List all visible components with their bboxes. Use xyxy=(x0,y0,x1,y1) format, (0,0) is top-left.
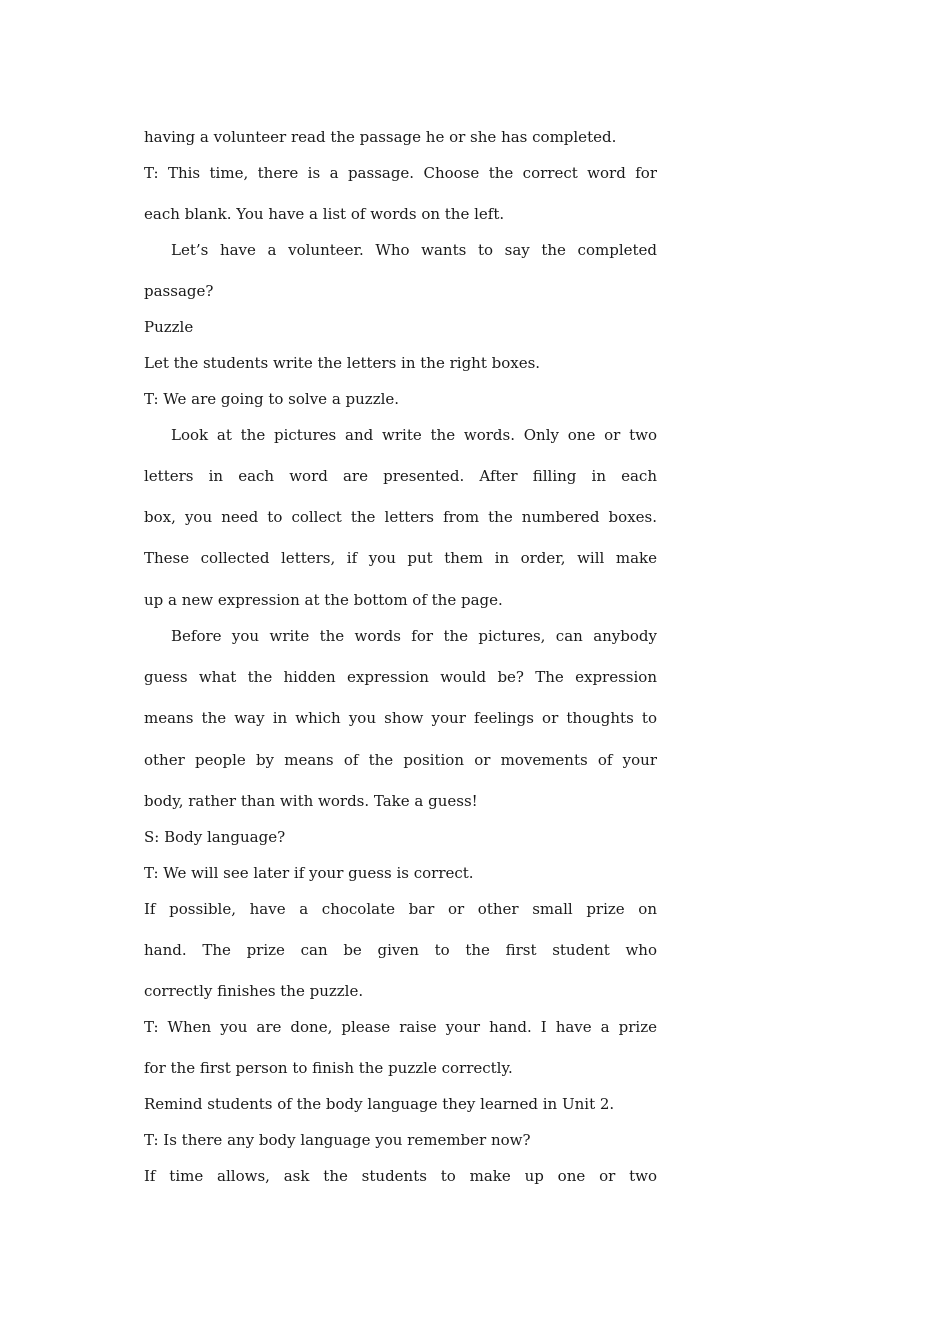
text-line: for the first person to finish the puzzle correctly. xyxy=(144,1059,513,1077)
text-line: T: Is there any body language you remember now? xyxy=(144,1131,531,1149)
text-line: letters in each word are presented. After filling in each xyxy=(144,467,657,485)
text-line: correctly finishes the puzzle. xyxy=(144,982,364,1000)
text-line: These collected letters, if you put them in order, will make xyxy=(144,549,657,567)
text-line: Let the students write the letters in the right boxes. xyxy=(144,354,541,372)
text-line: each blank. You have a list of words on the left. xyxy=(144,205,505,223)
text-line: Before you write the words for the pictures, can anybody xyxy=(171,627,657,645)
text-line: If possible, have a chocolate bar or other small prize on xyxy=(144,900,657,918)
text-line: Look at the pictures and write the words. Only one or two xyxy=(171,426,657,444)
text-line: guess what the hidden expression would be? The expression xyxy=(144,668,657,686)
text-line: up a new expression at the bottom of the page. xyxy=(144,591,503,609)
text-line: T: This time, there is a passage. Choose the correct word for xyxy=(144,164,657,182)
text-line: passage? xyxy=(144,282,214,300)
text-line: means the way in which you show your feelings or thoughts to xyxy=(144,709,657,727)
text-line: If time allows, ask the students to make up one or two xyxy=(144,1167,657,1185)
text-line: having a volunteer read the passage he or she has completed. xyxy=(144,128,617,146)
text-line: S: Body language? xyxy=(144,828,286,846)
text-line: box, you need to collect the letters from the numbered boxes. xyxy=(144,508,657,526)
text-line: T: We will see later if your guess is correct. xyxy=(144,864,474,882)
section-heading: Puzzle xyxy=(144,318,194,336)
text-line: other people by means of the position or movements of your xyxy=(144,751,657,769)
text-line: Let’s have a volunteer. Who wants to say the completed xyxy=(171,241,657,259)
text-line: T: We are going to solve a puzzle. xyxy=(144,390,400,408)
text-line: T: When you are done, please raise your hand. I have a prize xyxy=(144,1018,657,1036)
text-line: hand. The prize can be given to the first student who xyxy=(144,941,657,959)
text-line: Remind students of the body language they learned in Unit 2. xyxy=(144,1095,615,1113)
text-line: body, rather than with words. Take a guess! xyxy=(144,792,478,810)
